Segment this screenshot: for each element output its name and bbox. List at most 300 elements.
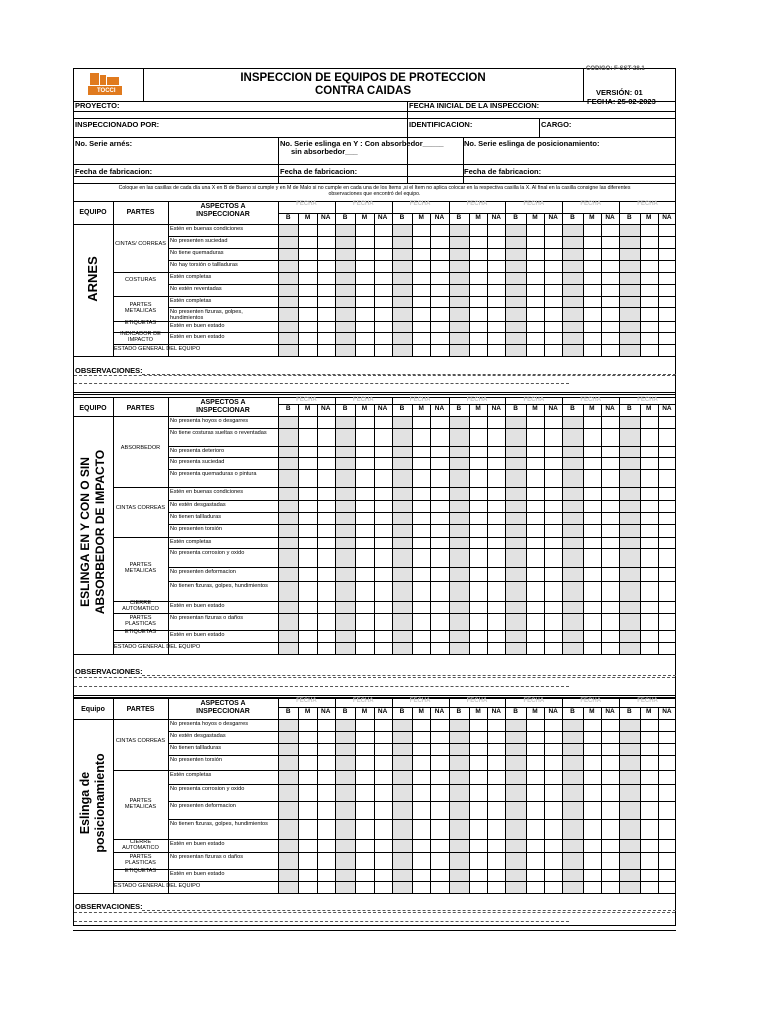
section-0-item-0-2: No tiene quemaduras xyxy=(170,250,224,256)
fecha-label: FECHA: 25-02-2023 xyxy=(587,97,656,106)
cargo-label: CARGO: xyxy=(541,120,572,129)
section-1-row-line xyxy=(113,630,676,631)
grid-line xyxy=(355,707,356,893)
section-1-col-m-3: M xyxy=(475,405,481,412)
serie-eslinga-y-label: No. Serie eslinga en Y : Con absorbedor_____ xyxy=(280,139,444,148)
section-0-obs-line-1[interactable] xyxy=(74,375,675,376)
grid-line xyxy=(113,642,114,654)
section-2-fecha-3: FECHA xyxy=(466,698,488,704)
section-0-fecha-5: FECHA xyxy=(580,201,602,207)
section-1-part-0: ABSORBEDOR xyxy=(120,444,161,451)
section-0-col-b-1: B xyxy=(342,214,348,221)
section-1-row-line xyxy=(168,567,676,568)
section-0-item-2-0: Estén completas xyxy=(170,298,212,304)
section-1-item-3-0: Estén en buen estado xyxy=(170,603,225,609)
section-2-equipment-label: Eslinga de posicionamiento xyxy=(78,753,107,853)
grid-line xyxy=(539,118,540,137)
section-1-part-3: CIERRE AUTOMATICO xyxy=(122,600,159,613)
section-0-partes-header: PARTES xyxy=(126,209,155,216)
section-0-row-line xyxy=(168,260,676,261)
grid-line xyxy=(278,213,676,214)
section-2-item-0-1: No estén desgastadas xyxy=(170,733,226,739)
section-0-col-b-3: B xyxy=(456,214,462,221)
section-2-aspectos-header-1: ASPECTOS A xyxy=(200,700,246,707)
section-2-equipo-header: Equipo xyxy=(81,706,105,713)
grid-line xyxy=(73,416,676,417)
grid-line xyxy=(583,707,584,893)
section-1-part-4: PARTES PLASTICAS xyxy=(125,614,156,627)
section-2-fecha-0: FECHA xyxy=(296,698,317,704)
section-2-col-b-2: B xyxy=(399,708,405,715)
serie-arnes-label: No. Serie arnés: xyxy=(75,139,133,148)
section-0-b-cells-6[interactable] xyxy=(620,225,639,356)
grid-line xyxy=(73,930,676,931)
section-0-col-b-2: B xyxy=(399,214,405,221)
section-2-part-0: CINTAS CORREAS xyxy=(115,737,166,744)
grid-line xyxy=(298,707,299,893)
grid-line xyxy=(298,404,299,654)
section-2-row-line xyxy=(168,743,676,744)
section-1-fecha-0: FECHA xyxy=(296,397,317,403)
section-0-fecha-4: FECHA xyxy=(523,201,545,207)
section-0-row-line xyxy=(113,272,676,273)
section-0-item-0-1: No presenten suciedad xyxy=(170,238,228,244)
section-1-observaciones-label: OBSERVACIONES: xyxy=(75,667,143,676)
section-0-equipment-label: ARNES xyxy=(85,256,100,302)
grid-line xyxy=(430,707,431,893)
section-2-col-na-6: NA xyxy=(662,708,672,715)
section-1-item-1-1: No estén desgastadas xyxy=(170,502,226,508)
grid-line xyxy=(487,707,488,893)
section-1-obs-line-2[interactable] xyxy=(74,686,569,687)
section-0-item-1-0: Estén completas xyxy=(170,274,212,280)
section-0-row-line xyxy=(113,321,676,322)
fecha-fab-1-label: Fecha de fabricacion: xyxy=(75,167,153,176)
section-0-b-cells-5[interactable] xyxy=(563,225,582,356)
section-2-item-1-2: No presenten deformacion xyxy=(170,803,236,809)
section-2-row-line xyxy=(168,755,676,756)
section-2-col-m-4: M xyxy=(532,708,538,715)
grid-line xyxy=(113,344,114,356)
section-1-row-line xyxy=(113,613,676,614)
section-0-part-3: ETIQUETAS xyxy=(124,319,157,326)
section-2-col-m-6: M xyxy=(645,708,652,715)
section-1-item-1-3: No presenten torsión xyxy=(170,526,222,532)
section-1-row-line xyxy=(113,601,676,602)
section-2-col-na-4: NA xyxy=(548,708,558,715)
section-0-fecha-2: FECHA xyxy=(409,201,431,207)
section-2-col-b-6: B xyxy=(627,708,632,715)
section-1-b-cells-3[interactable] xyxy=(450,417,469,654)
section-1-item-0-4: No presenta quemaduras o pintura xyxy=(170,471,257,477)
grid-line xyxy=(73,392,676,393)
section-2-item-0-3: No presenten torsión xyxy=(170,757,222,763)
section-2-obs-line-1[interactable] xyxy=(74,912,675,913)
section-0-b-cells-0[interactable] xyxy=(279,225,298,356)
grid-line xyxy=(487,404,488,654)
section-2-col-na-0: NA xyxy=(321,708,331,715)
section-0-item-4-0: Estén en buen estado xyxy=(170,334,225,340)
section-0-item-1-1: No estén reventadas xyxy=(170,286,222,292)
section-0-col-na-2: NA xyxy=(434,214,445,221)
form-title-line2: CONTRA CAIDAS xyxy=(314,85,412,97)
section-0-col-m-3: M xyxy=(475,214,481,221)
section-2-partes-header: PARTES xyxy=(126,706,155,713)
section-1-col-na-3: NA xyxy=(491,405,501,412)
section-2-b-cells-2[interactable] xyxy=(393,720,412,893)
section-1-part-2: PARTES METALICAS xyxy=(124,562,157,575)
grid-line xyxy=(469,707,470,893)
section-2-item-2-0: Estén en buen estado xyxy=(170,841,225,847)
section-2-row-line xyxy=(113,869,676,870)
section-1-col-m-6: M xyxy=(645,405,652,412)
section-0-b-cells-1[interactable] xyxy=(336,225,355,356)
grid-line xyxy=(544,707,545,893)
section-1-col-m-0: M xyxy=(304,405,311,412)
section-1-equipo-header: EQUIPO xyxy=(79,405,107,412)
grid-line xyxy=(317,707,318,893)
section-2-b-cells-4[interactable] xyxy=(506,720,525,893)
grid-line xyxy=(73,356,676,357)
section-2-b-cells-5[interactable] xyxy=(563,720,582,893)
section-2-col-b-0: B xyxy=(285,708,291,715)
section-1-col-b-1: B xyxy=(342,405,348,412)
section-1-b-cells-4[interactable] xyxy=(506,417,525,654)
grid-line xyxy=(526,707,527,893)
grid-line xyxy=(73,101,676,102)
section-2-item-0-0: No presenta hoyos o desgarres xyxy=(170,721,249,727)
grid-line xyxy=(526,404,527,654)
section-2-item-1-1: No presenta corrosion y oxido xyxy=(170,786,245,792)
inspeccionado-label: INSPECCIONADO POR: xyxy=(75,120,160,129)
section-0-fecha-3: FECHA xyxy=(466,201,488,207)
grid-line xyxy=(544,404,545,654)
section-1-item-0-1: No tiene costuras sueltas o reventadas xyxy=(170,430,267,436)
section-1-row-line xyxy=(113,537,676,538)
grid-line xyxy=(583,68,584,102)
section-0-fecha-0: FECHA xyxy=(296,201,317,207)
section-2-row-line xyxy=(113,770,676,771)
section-2-row-line xyxy=(113,852,676,853)
section-2-col-m-5: M xyxy=(589,708,595,715)
logo-text: TOCCI xyxy=(97,88,116,94)
section-1-part-5: ETIQUETAS xyxy=(124,629,157,635)
section-1-item-1-2: No tienen tallladuras xyxy=(170,514,221,520)
section-1-fecha-2: FECHA xyxy=(409,397,431,403)
section-1-item-2-1: No presenta corrosion y oxido xyxy=(170,550,245,556)
section-1-col-na-0: NA xyxy=(321,405,331,412)
grid-line xyxy=(73,164,676,165)
serie-eslinga-y-label-2: sin absorbedor___ xyxy=(291,147,358,156)
section-2-observaciones-label: OBSERVACIONES: xyxy=(75,902,143,911)
company-logo xyxy=(88,71,122,99)
section-2-row-line xyxy=(168,731,676,732)
section-1-fecha-6: FECHA xyxy=(637,397,658,403)
section-1-item-2-2: No presenten deformacion xyxy=(170,569,236,575)
section-1-col-b-2: B xyxy=(399,405,405,412)
grid-line xyxy=(583,404,584,654)
grid-line xyxy=(73,394,676,395)
section-0-observaciones-label: OBSERVACIONES: xyxy=(75,366,143,375)
section-2-row-line xyxy=(113,839,676,840)
grid-line xyxy=(601,707,602,893)
grid-line xyxy=(658,404,659,654)
section-1-row-line xyxy=(168,428,676,429)
section-1-row-line xyxy=(168,548,676,549)
section-0-part-4: INDICADOR DE IMPACTO xyxy=(120,331,161,344)
section-0-b-cells-2[interactable] xyxy=(393,225,412,356)
section-0-col-na-0: NA xyxy=(321,214,331,221)
section-1-col-m-5: M xyxy=(589,405,595,412)
section-1-col-na-1: NA xyxy=(377,405,388,412)
grid-line xyxy=(640,404,641,654)
section-1-item-2-0: Estén completas xyxy=(170,539,212,545)
grid-line xyxy=(317,404,318,654)
grid-line xyxy=(278,707,676,708)
section-0-b-cells-4[interactable] xyxy=(506,225,525,356)
section-0-col-m-2: M xyxy=(418,214,424,221)
section-0-col-na-6: NA xyxy=(662,214,672,221)
section-1-item-0-3: No presenta suciedad xyxy=(170,459,225,465)
section-2-col-na-3: NA xyxy=(491,708,501,715)
grid-line xyxy=(412,404,413,654)
section-2-col-m-3: M xyxy=(475,708,481,715)
section-1-col-m-2: M xyxy=(418,405,424,412)
section-2-fecha-4: FECHA xyxy=(523,698,545,704)
section-0-row-line xyxy=(113,344,676,345)
section-1-item-0-2: No presenta deterioro xyxy=(170,448,225,454)
section-0-item-0-3: No hay torsión o tallladuras xyxy=(170,262,238,268)
section-2-obs-line-0[interactable] xyxy=(142,910,676,911)
section-0-row-line xyxy=(168,307,676,308)
section-1-fecha-4: FECHA xyxy=(523,397,545,403)
section-2-obs-line-2[interactable] xyxy=(74,921,569,922)
section-1-col-na-5: NA xyxy=(605,405,615,412)
section-0-fecha-1: FECHA xyxy=(352,201,374,207)
grid-line xyxy=(355,404,356,654)
section-1-b-cells-1[interactable] xyxy=(336,417,355,654)
grid-line xyxy=(73,111,676,112)
grid-line xyxy=(73,118,676,119)
grid-line xyxy=(278,404,676,405)
section-0-item-0-0: Estén en buenas condiciones xyxy=(170,226,244,232)
section-1-row-line xyxy=(168,581,676,582)
section-2-row-line xyxy=(168,801,676,802)
section-2-aspectos-header-2: INSPECCIONAR xyxy=(196,708,250,715)
section-0-estado-general: ESTADO GENERAL DEL EQUIPO xyxy=(114,346,201,352)
section-1-row-line xyxy=(168,469,676,470)
section-0-part-1: COSTURAS xyxy=(124,277,157,283)
section-1-row-line xyxy=(113,487,676,488)
section-2-part-1: PARTES METALICAS xyxy=(124,797,157,810)
section-2-col-b-1: B xyxy=(342,708,348,715)
section-0-part-2: PARTES METALICAS xyxy=(124,301,157,314)
section-2-b-cells-6[interactable] xyxy=(620,720,639,893)
section-0-col-na-3: NA xyxy=(491,214,501,221)
section-2-col-b-3: B xyxy=(456,708,462,715)
section-1-item-1-0: Estén en buenas condiciones xyxy=(170,489,244,495)
section-2-part-3: PARTES PLASTICAS xyxy=(125,853,156,866)
section-0-col-m-1: M xyxy=(361,214,368,221)
grid-line xyxy=(412,707,413,893)
section-1-col-na-2: NA xyxy=(434,405,445,412)
section-1-part-1: CINTAS CORREAS xyxy=(115,505,166,511)
section-2-item-1-3: No tienen fizuras, golpes, hundimientos xyxy=(170,821,268,827)
section-1-item-5-0: Estén en buen estado xyxy=(170,632,225,638)
grid-line xyxy=(73,719,676,720)
section-2-b-cells-1[interactable] xyxy=(336,720,355,893)
section-2-col-m-2: M xyxy=(418,708,424,715)
section-0-item-2-1: No presenten fizuras, golpes, hundimientos xyxy=(170,309,243,322)
section-2-item-3-0: No presentan fizuras o daños xyxy=(170,854,244,860)
grid-line xyxy=(73,176,676,177)
section-0-item-3-0: Estén en buen estado xyxy=(170,323,225,329)
section-1-fecha-3: FECHA xyxy=(466,397,488,403)
section-1-aspectos-header-2: INSPECCIONAR xyxy=(196,407,250,414)
section-0-equipo-header: EQUIPO xyxy=(79,209,107,216)
grid-line xyxy=(73,654,676,655)
section-1-col-m-4: M xyxy=(532,405,538,412)
section-1-estado-general: ESTADO GENERAL DEL EQUIPO xyxy=(114,644,201,650)
grid-line xyxy=(469,404,470,654)
section-2-fecha-5: FECHA xyxy=(580,698,602,704)
section-1-col-b-4: B xyxy=(513,405,518,412)
section-1-col-na-4: NA xyxy=(548,405,558,412)
section-2-col-na-2: NA xyxy=(434,708,445,715)
section-2-row-line xyxy=(168,819,676,820)
section-0-col-b-4: B xyxy=(513,214,518,221)
section-2-estado-general: ESTADO GENERAL DEL EQUIPO xyxy=(114,883,201,889)
fecha-inicial-label: FECHA INICIAL DE LA INSPECCION: xyxy=(409,101,540,110)
section-0-col-na-4: NA xyxy=(548,214,558,221)
section-1-row-line xyxy=(168,457,676,458)
section-2-col-b-5: B xyxy=(570,708,575,715)
section-1-obs-line-1[interactable] xyxy=(74,677,675,678)
section-1-fecha-1: FECHA xyxy=(352,397,374,403)
section-1-row-line xyxy=(168,524,676,525)
section-1-aspectos-header-1: ASPECTOS A xyxy=(200,399,246,406)
section-0-b-cells-3[interactable] xyxy=(450,225,469,356)
grid-line xyxy=(73,183,676,184)
section-2-col-m-0: M xyxy=(304,708,311,715)
grid-line xyxy=(640,707,641,893)
grid-line xyxy=(374,707,375,893)
section-0-col-m-6: M xyxy=(645,214,652,221)
section-2-part-2: CIERRE AUTOMATICO xyxy=(122,838,159,851)
section-0-col-m-5: M xyxy=(589,214,595,221)
section-1-col-b-3: B xyxy=(456,405,462,412)
section-1-row-line xyxy=(113,642,676,643)
section-2-part-4: ETIQUETAS xyxy=(124,868,157,874)
section-2-row-line xyxy=(168,784,676,785)
section-1-item-2-3: No tienen fizuras, golpes, hundimientos xyxy=(170,583,268,589)
identificacion-label: IDENTIFICACION: xyxy=(409,120,473,129)
section-0-row-line xyxy=(168,248,676,249)
grid-line xyxy=(374,404,375,654)
section-1-col-na-6: NA xyxy=(662,405,672,412)
section-0-row-line xyxy=(168,284,676,285)
section-1-b-cells-6[interactable] xyxy=(620,417,639,654)
section-0-col-na-1: NA xyxy=(377,214,388,221)
section-1-row-line xyxy=(168,512,676,513)
instructions-line1: Coloque en las casillas de cada día una X en B de Bueno si cumple y en M de Malo si no cumple en cada una de los Items ,si el Item no aplica colocar en la respectiva casilla la X. Al final en la casilla consigne las diferentes xyxy=(118,185,631,191)
section-2-fecha-1: FECHA xyxy=(352,698,374,704)
section-2-col-na-1: NA xyxy=(377,708,388,715)
fecha-fab-3-label: Fecha de fabricacion: xyxy=(464,167,542,176)
section-0-row-line xyxy=(168,236,676,237)
section-1-b-cells-2[interactable] xyxy=(393,417,412,654)
section-1-col-b-5: B xyxy=(570,405,575,412)
form-title-line1: INSPECCION DE EQUIPOS DE PROTECCION xyxy=(240,72,486,84)
proyecto-label: PROYECTO: xyxy=(75,101,120,110)
section-1-partes-header: PARTES xyxy=(126,405,155,412)
section-0-col-na-5: NA xyxy=(605,214,615,221)
section-0-row-line xyxy=(113,296,676,297)
section-0-obs-line-2[interactable] xyxy=(74,383,569,384)
grid-line xyxy=(73,893,676,894)
version-label: VERSIÓN: 01 xyxy=(596,88,643,97)
grid-line xyxy=(73,224,676,225)
instructions-line2: observaciones que encontró del equipo. xyxy=(328,191,421,197)
section-1-b-cells-5[interactable] xyxy=(563,417,582,654)
section-1-row-line xyxy=(168,500,676,501)
section-0-part-0: CINTAS/ CORREAS xyxy=(115,241,166,247)
section-2-col-b-4: B xyxy=(513,708,518,715)
grid-line xyxy=(601,404,602,654)
grid-line xyxy=(168,397,169,654)
section-1-col-m-1: M xyxy=(361,405,368,412)
section-1-b-cells-0[interactable] xyxy=(279,417,298,654)
section-2-b-cells-3[interactable] xyxy=(450,720,469,893)
section-0-col-b-5: B xyxy=(570,214,575,221)
fecha-fab-2-label: Fecha de fabricacion: xyxy=(280,167,358,176)
section-1-obs-line-0[interactable] xyxy=(142,675,676,676)
section-1-fecha-5: FECHA xyxy=(580,397,602,403)
section-2-b-cells-0[interactable] xyxy=(279,720,298,893)
section-1-item-4-0: No presentan fizuras o daños xyxy=(170,615,244,621)
section-0-col-b-0: B xyxy=(285,214,291,221)
grid-line xyxy=(73,695,676,696)
section-2-col-na-5: NA xyxy=(605,708,615,715)
grid-line xyxy=(658,707,659,893)
section-0-col-b-6: B xyxy=(627,214,632,221)
section-1-equipment-label: ESLINGA EN Y CON O SIN ABSORBEDOR DE IMPACTO xyxy=(78,449,107,615)
grid-line xyxy=(73,137,676,138)
section-0-col-m-0: M xyxy=(304,214,311,221)
section-2-item-0-2: No tienen tallladuras xyxy=(170,745,221,751)
grid-line xyxy=(113,881,114,893)
section-2-fecha-2: FECHA xyxy=(409,698,431,704)
section-1-item-0-0: No presenta hoyos o desgarres xyxy=(170,418,249,424)
section-2-item-4-0: Estén en buen estado xyxy=(170,871,225,877)
section-2-item-1-0: Estén completas xyxy=(170,772,212,778)
section-1-row-line xyxy=(168,446,676,447)
grid-line xyxy=(168,698,169,893)
section-0-aspectos-header-1: ASPECTOS A xyxy=(200,203,246,210)
section-0-row-line xyxy=(113,332,676,333)
grid-line xyxy=(430,404,431,654)
section-1-col-b-6: B xyxy=(627,405,632,412)
section-2-fecha-6: FECHA xyxy=(637,698,658,704)
section-2-col-m-1: M xyxy=(361,708,368,715)
section-2-row-line xyxy=(113,881,676,882)
section-0-col-m-4: M xyxy=(532,214,538,221)
section-1-col-b-0: B xyxy=(285,405,291,412)
serie-posicionamiento-label: No. Serie eslinga de posicionamiento: xyxy=(464,139,600,148)
section-0-aspectos-header-2: INSPECCIONAR xyxy=(196,211,250,218)
codigo-label: CODIGO: F-SST-28.1 xyxy=(586,66,645,72)
section-0-fecha-6: FECHA xyxy=(637,201,658,207)
